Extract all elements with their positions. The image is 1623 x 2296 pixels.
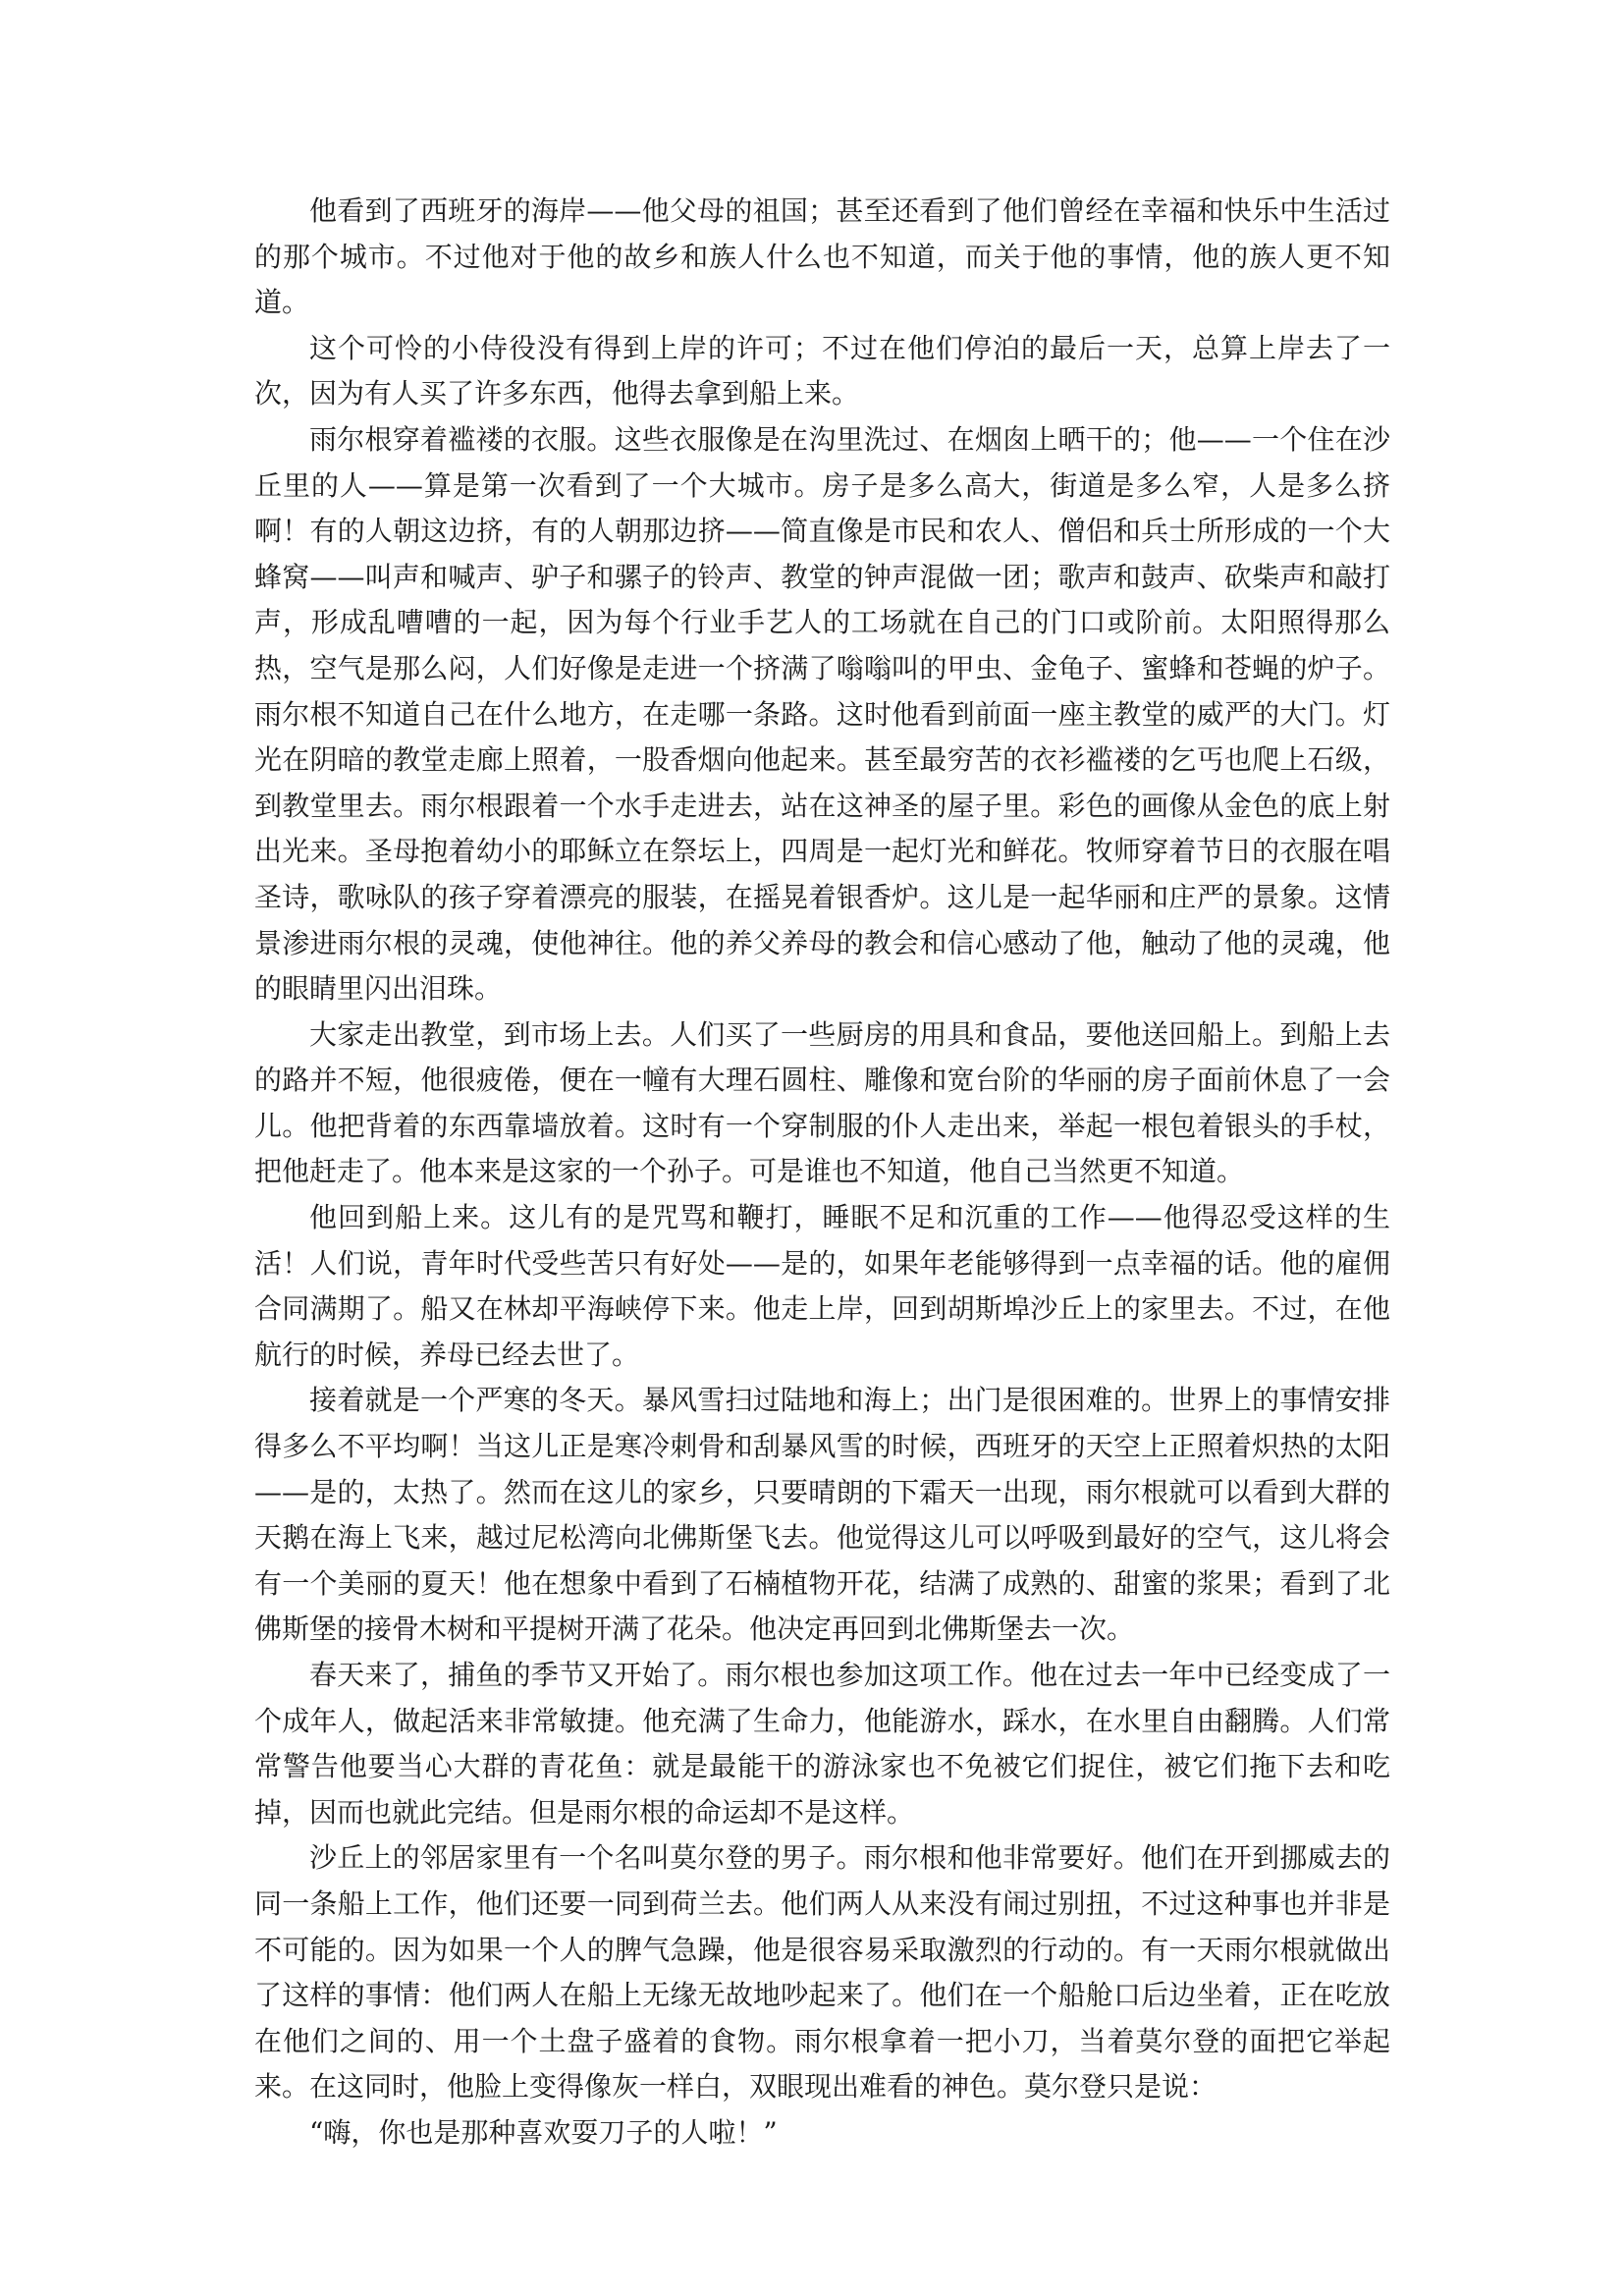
document-page [254, 189, 1390, 2157]
paragraph-1: 他看到了西班牙的海岸——他父母的祖国；甚至还看到了他们曾经在幸福和快乐中生活过的那个城市。不过他对于他的故乡和族人什么也不知道，而关于他的事情，他的族人更不知道。 [254, 194, 1390, 319]
paragraph-8: 沙丘上的邻居家里有一个名叫莫尔登的男子。雨尔根和他非常要好。他们在开到挪威去的同一条船上工作，他们还要一同到荷兰去。他们两人从来没有闹过别扭，不过这种事也并非是不可能的。因为如果一个人的脾气急躁，他是很容易采取激烈的行动的。有一天雨尔根就做出了这样的事情：他们两人在船上无缘无故地吵起来了。他们在一个船舱口后边坐着，正在吃放在他们之间的、用一个土盘子盛着的食物。雨尔根拿着一把小刀，当着莫尔登的面把它举起来。在这同时，他脸上变得像灰一样白，双眼现出难看的神色。莫尔登只是说： [254, 1841, 1390, 2104]
paragraph-6: 接着就是一个严寒的冬天。暴风雪扫过陆地和海上；出门是很困难的。世界上的事情安排得多么不平均啊！当这儿正是寒冷刺骨和刮暴风雪的时候，西班牙的天空上正照着炽热的太阳——是的，太热了。然而在这儿的家乡，只要晴朗的下霜天一出现，雨尔根就可以看到大群的天鹅在海上飞来，越过尼松湾向北佛斯堡飞去。他觉得这儿可以呼吸到最好的空气，这儿将会有一个美丽的夏天！他在想象中看到了石楠植物开花，结满了成熟的、甜蜜的浆果；看到了北佛斯堡的接骨木树和平提树开满了花朵。他决定再回到北佛斯堡去一次。 [254, 1384, 1390, 1646]
paragraph-3: 雨尔根穿着褴褛的衣服。这些衣服像是在沟里洗过、在烟囱上晒干的；他——一个住在沙丘里的人——算是第一次看到了一个大城市。房子是多么高大，街道是多么窄，人是多么挤啊！有的人朝这边挤，有的人朝那边挤——简直像是市民和农人、僧侣和兵士所形成的一个大蜂窝——叫声和喊声、驴子和骡子的铃声、教堂的钟声混做一团；歌声和鼓声、砍柴声和敲打声，形成乱嘈嘈的一起，因为每个行业手艺人的工场就在自己的门口或阶前。太阳照得那么热，空气是那么闷，人们好像是走进一个挤满了嗡嗡叫的甲虫、金龟子、蜜蜂和苍蝇的炉子。雨尔根不知道自己在什么地方，在走哪一条路。这时他看到前面一座主教堂的威严的大门。灯光在阴暗的教堂走廊上照着，一股香烟向他起来。甚至最穷苦的衣衫褴褛的乞丐也爬上石级，到教堂里去。雨尔根跟着一个水手走进去，站在这神圣的屋子里。彩色的画像从金色的底上射出光来。圣母抱着幼小的耶稣立在祭坛上，四周是一起灯光和鲜花。牧师穿着节日的衣服在唱圣诗，歌咏队的孩子穿着漂亮的服装，在摇晃着银香炉。这儿是一起华丽和庄严的景象。这情景渗进雨尔根的灵魂，使他神往。他的养父养母的教会和信心感动了他，触动了他的灵魂，他的眼睛里闪出泪珠。 [254, 422, 1390, 1006]
paragraph-9: “嗨，你也是那种喜欢耍刀子的人啦！” [309, 2115, 778, 2149]
paragraph-2: 这个可怜的小侍役没有得到上岸的许可；不过在他们停泊的最后一天，总算上岸去了一次，因为有人买了许多东西，他得去拿到船上来。 [254, 331, 1390, 410]
paragraph-5: 他回到船上来。这儿有的是咒骂和鞭打，睡眠不足和沉重的工作——他得忍受这样的生活！人们说，青年时代受些苦只有好处——是的，如果年老能够得到一点幸福的话。他的雇佣合同满期了。船又在林却平海峡停下来。他走上岸，回到胡斯埠沙丘上的家里去。不过，在他航行的时候，养母已经去世了。 [254, 1201, 1390, 1371]
paragraph-7: 春天来了，捕鱼的季节又开始了。雨尔根也参加这项工作。他在过去一年中已经变成了一个成年人，做起活来非常敏捷。他充满了生命力，他能游水，踩水，在水里自由翻腾。人们常常警告他要当心大群的青花鱼：就是最能干的游泳家也不免被它们捉住，被它们拖下去和吃掉，因而也就此完结。但是雨尔根的命运却不是这样。 [254, 1659, 1390, 1829]
paragraph-4: 大家走出教堂，到市场上去。人们买了一些厨房的用具和食品，要他送回船上。到船上去的路并不短，他很疲倦，便在一幢有大理石圆柱、雕像和宽台阶的华丽的房子面前休息了一会儿。他把背着的东西靠墙放着。这时有一个穿制服的仆人走出来，举起一根包着银头的手杖，把他赶走了。他本来是这家的一个孙子。可是谁也不知道，他自己当然更不知道。 [254, 1017, 1390, 1188]
